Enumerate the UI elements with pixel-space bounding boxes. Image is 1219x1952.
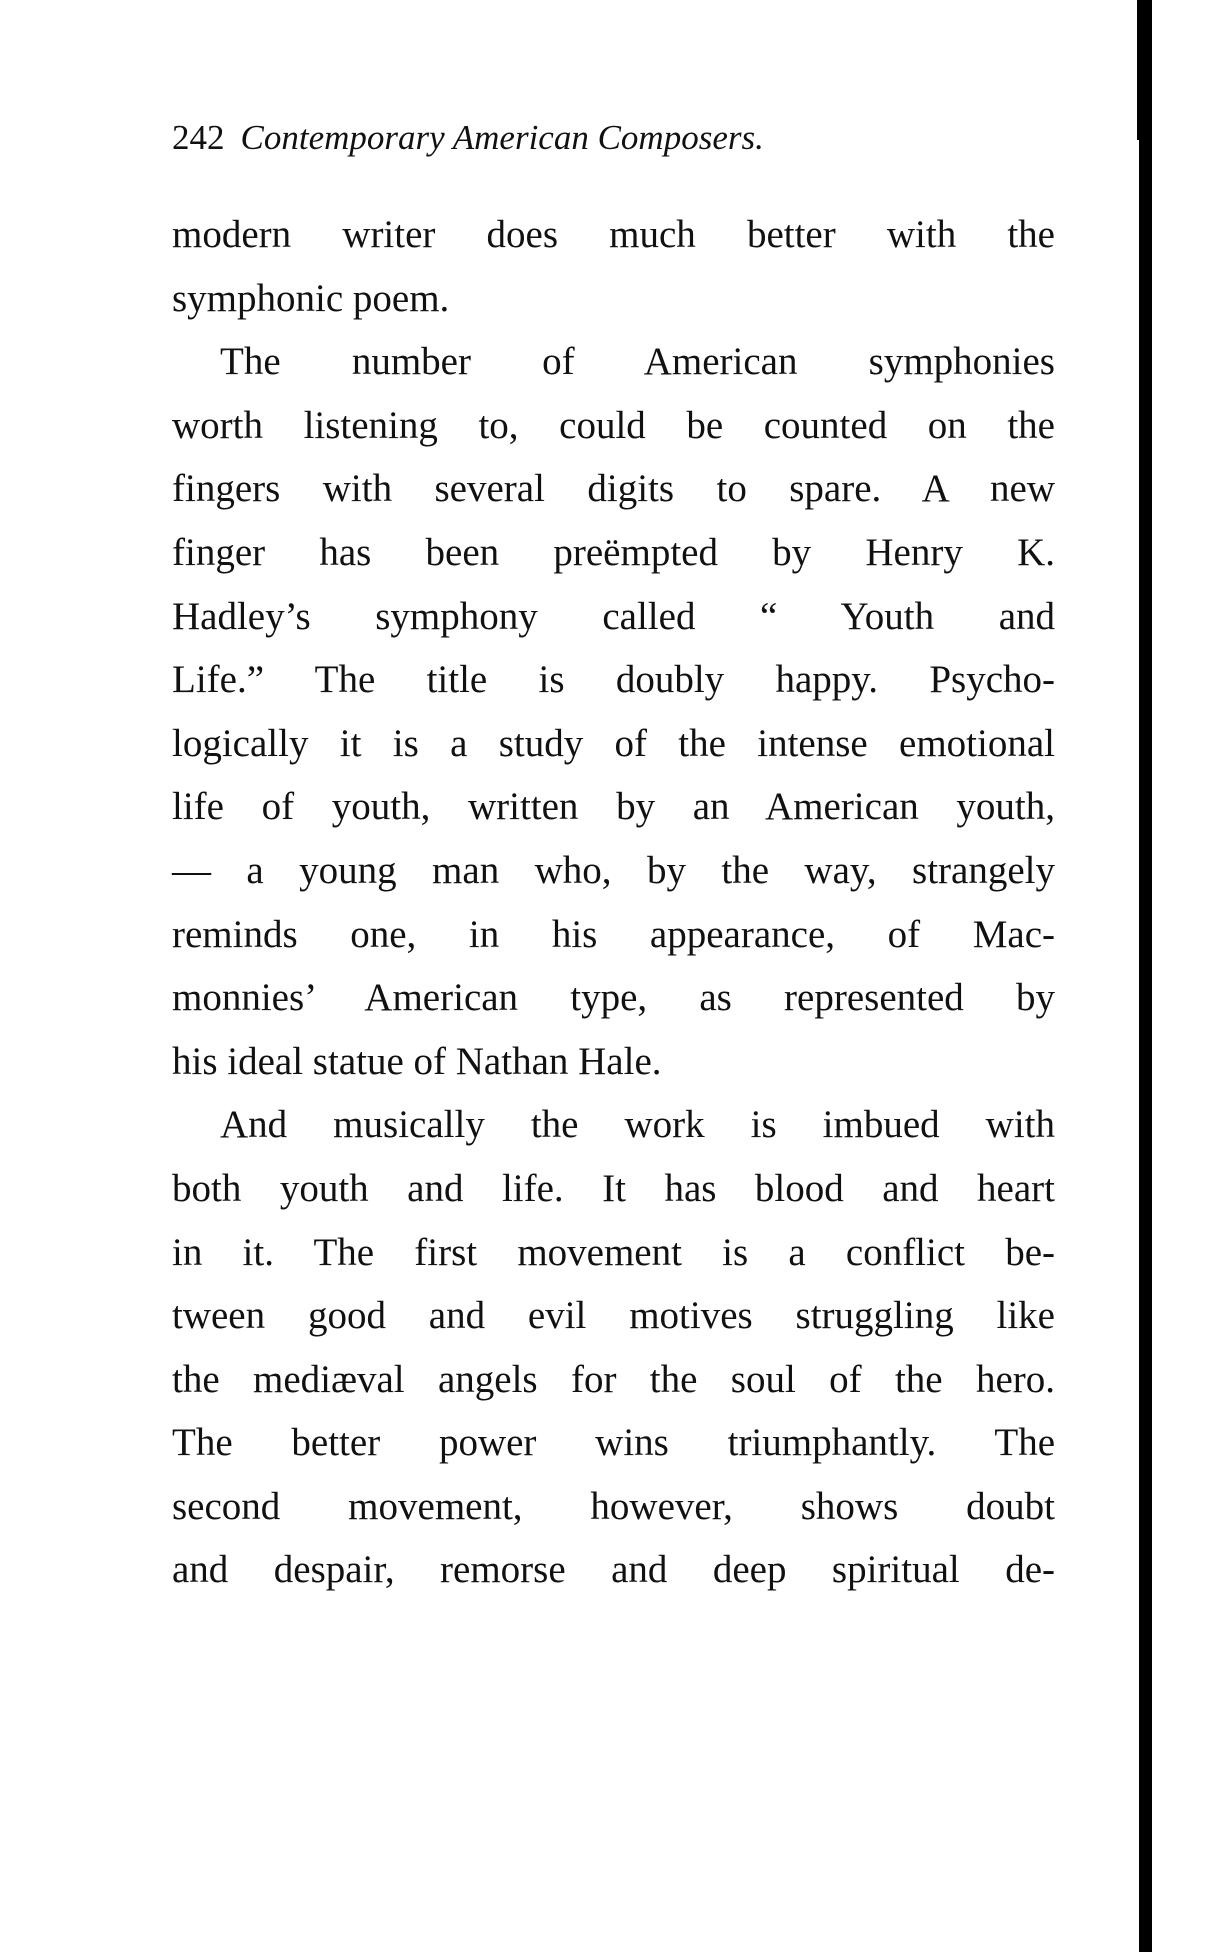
paragraph	[172, 330, 1055, 1093]
text-line: finger has been preëmpted by Henry K.	[172, 530, 1055, 574]
text-line: in it. The first movement is a conflict be-	[172, 1230, 1055, 1274]
running-title: Contemporary American Composers.	[240, 118, 764, 157]
text-line: And musically the work is imbued with	[220, 1103, 1055, 1147]
text-line: Life.” The title is doubly happy. Psycho-	[172, 658, 1055, 702]
text-line: monnies’ American type, as represented by	[172, 976, 1055, 1020]
book-spine-shadow	[1139, 0, 1152, 1952]
text-line: tween good and evil motives struggling like	[172, 1294, 1055, 1338]
text-line: logically it is a study of the intense emotional	[172, 721, 1055, 765]
text-line: the mediæval angels for the soul of the hero.	[172, 1357, 1055, 1401]
text-line: symphonic poem.	[172, 276, 450, 320]
text-line: modern writer does much better with the	[172, 213, 1055, 256]
page-body	[172, 203, 1055, 1602]
book-spine-shadow-top	[1137, 0, 1141, 140]
text-line: both youth and life. It has blood and heart	[172, 1166, 1055, 1210]
text-line: and despair, remorse and deep spiritual de-	[172, 1548, 1055, 1592]
text-line: reminds one, in his appearance, of Mac-	[172, 912, 1055, 956]
paragraph	[172, 203, 1055, 330]
text-line: The better power wins triumphantly. The	[172, 1421, 1055, 1465]
text-line: second movement, however, shows doubt	[172, 1484, 1055, 1528]
page-number: 242	[172, 118, 225, 157]
text-line: his ideal statue of Nathan Hale.	[172, 1039, 662, 1083]
text-line: Hadley’s symphony called “ Youth and	[172, 594, 1055, 638]
text-line: life of youth, written by an American youth,	[172, 785, 1055, 829]
text-line: fingers with several digits to spare. A new	[172, 467, 1055, 511]
running-header	[172, 118, 764, 158]
text-line: worth listening to, could be counted on the	[172, 403, 1055, 447]
paragraph	[172, 1093, 1055, 1602]
text-line: — a young man who, by the way, strangely	[172, 848, 1055, 892]
text-line: The number of American symphonies	[220, 340, 1055, 384]
